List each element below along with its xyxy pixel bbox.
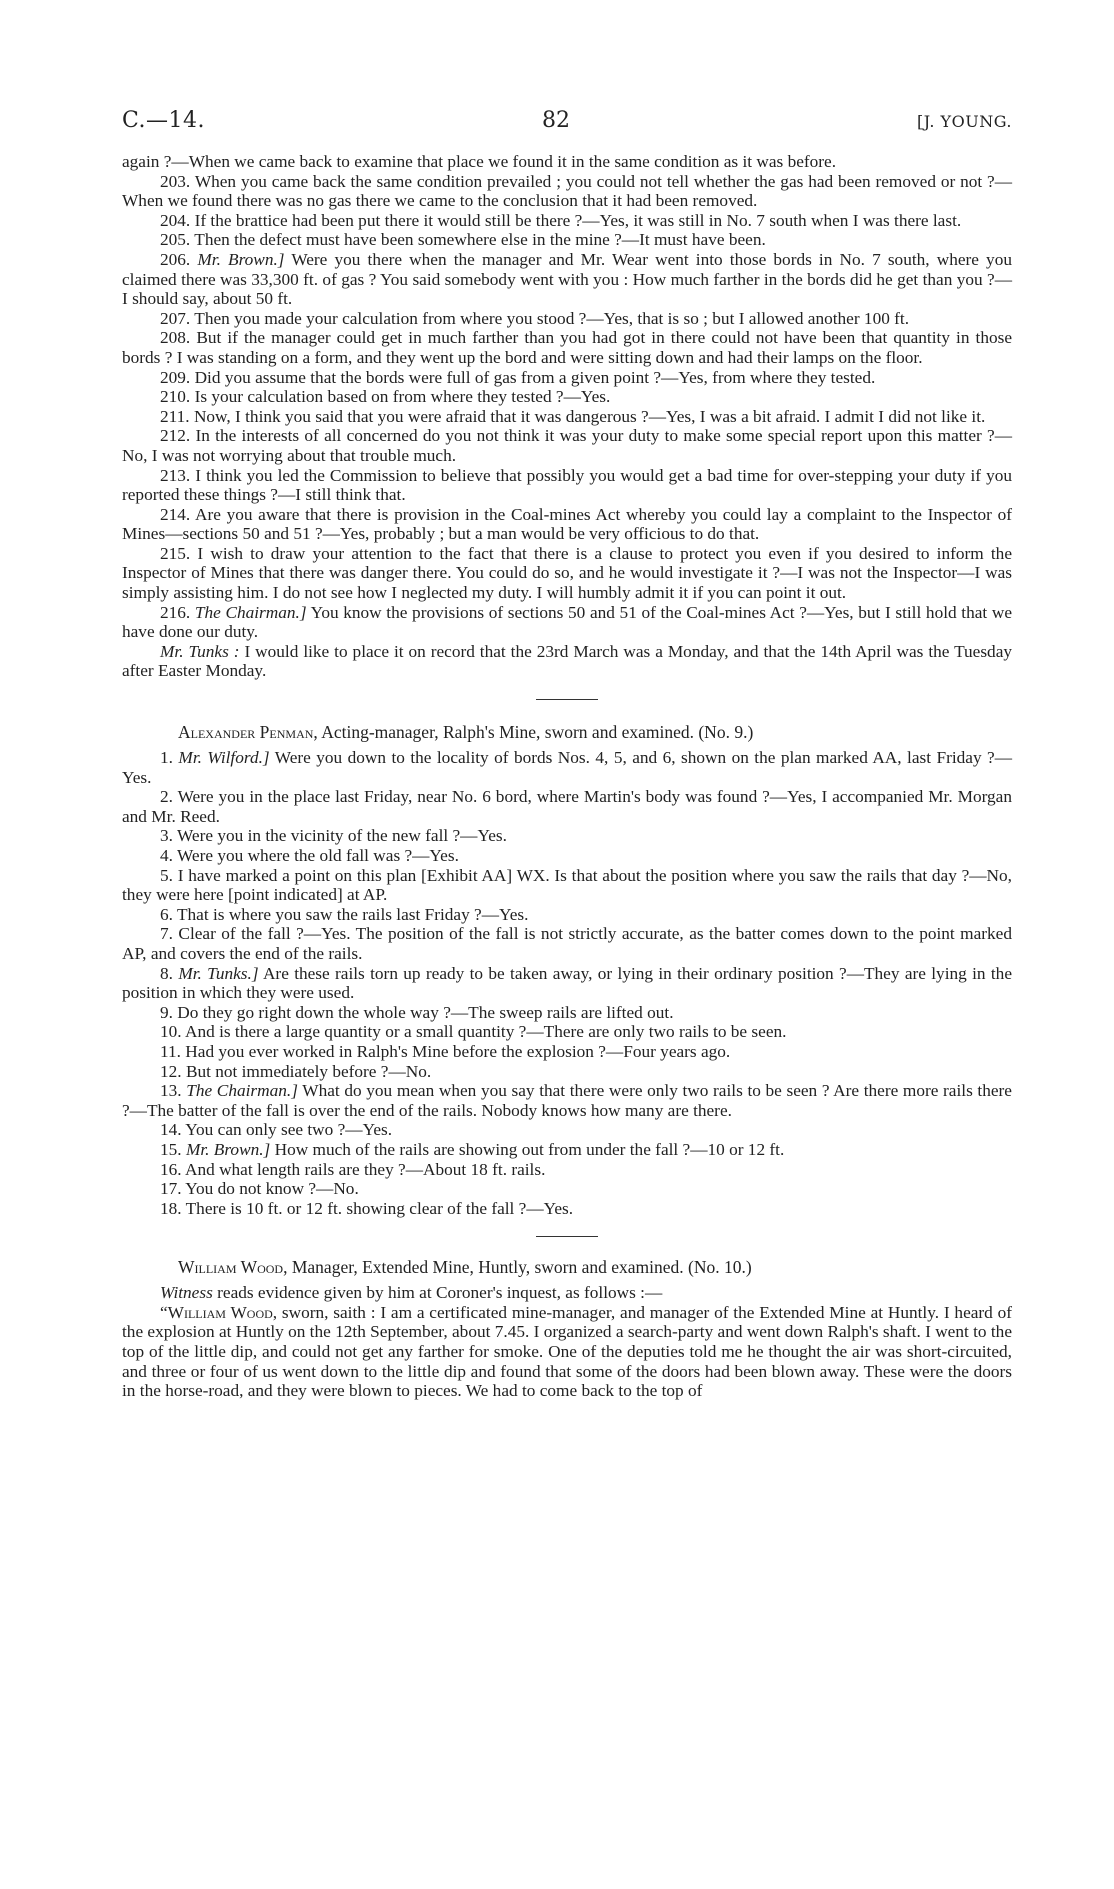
paragraph-text: sworn, saith : I am a certificated mine-manager, and manager of the Extended Mine at Huntly. I heard of the explosion at Huntly on the 12th September, about 7.45. I organized a search-party and went down Ralph's shaft. I went to the top of the little dip, and could not get any farther for smoke. One of the deputies told me he thought the air was short-circuited, and three or four of us went down to the little dip and found that some of the doors had been blown away. These were the doors in the horse-road, and they were blown to pieces. We had to come back to the top of — [122, 1302, 1013, 1401]
witness-description: Manager, Extended Mine, Huntly, sworn and examined. (No. 10.) — [291, 1257, 752, 1278]
question-number: 211. — [160, 406, 190, 426]
paragraph — [122, 505, 1012, 544]
speaker-label: The Chairman.] — [194, 602, 307, 622]
paragraph-text: You know the provisions of sections 50 and 51 of the Coal-mines Act ?—Yes, but I still hold that we have done our duty. — [122, 602, 1012, 642]
question-number: 1. — [160, 748, 173, 768]
question-number: 14. — [160, 1120, 182, 1140]
paragraph-text: What do you mean when you say that there were only two rails to be seen ? Are there more rails there ?—The batter of the fall is over the end of the rails. Nobody knows how many are there. — [122, 1081, 1012, 1120]
paragraph-text: Had you ever worked in Ralph's Mine before the explosion ?—Four years ago. — [185, 1041, 731, 1061]
paragraph-text: I have marked a point on this plan [Exhibit AA] WX. Is that about the position where you saw the rails that day ?—No, they were here [point indicated] at AP. — [122, 865, 1012, 905]
question-number: 205. — [160, 230, 191, 250]
young-evidence-continued — [122, 152, 1012, 681]
witness-label: Witness — [160, 1283, 213, 1303]
document-reference: C.—14. — [122, 108, 206, 133]
paragraph — [122, 172, 1012, 211]
paragraph — [122, 407, 1012, 427]
paragraph — [122, 466, 1012, 505]
paragraph-text: Were you where the old fall was ?—Yes. — [176, 846, 459, 865]
paragraph — [122, 1062, 1012, 1082]
paragraph-text: Did you assume that the bords were full of gas from a given point ?—Yes, from where they tested. — [194, 367, 876, 387]
document-page — [122, 108, 1012, 1401]
speaker-label: Mr. Tunks.] — [178, 963, 259, 983]
paragraph — [122, 328, 1012, 367]
question-number: 213. — [160, 465, 191, 485]
paragraph — [122, 846, 1012, 866]
question-number: 209. — [160, 367, 191, 387]
question-number: 2. — [160, 787, 173, 807]
witness-name: Alexander Penman, — [178, 722, 318, 743]
paragraph-text: Then the defect must have been somewhere else in the mine ?—It must have been. — [194, 230, 766, 250]
question-number: 12. — [160, 1061, 182, 1081]
paragraph-text: I wish to draw your attention to the fact that there is a clause to protect you even if you desired to inform the Inspector of Mines that there was danger there. You could do so, and he would investigate it ?—I was not the Inspector—I was simply assisting him. I do not see how I neglected my duty. I will humbly admit it if you can point it out. — [122, 543, 1012, 603]
speaker-label: Mr. Brown.] — [197, 249, 285, 269]
paragraph — [122, 603, 1012, 642]
paragraph — [122, 152, 1012, 172]
question-number: 17. — [160, 1179, 182, 1199]
question-number: 18. — [160, 1198, 182, 1218]
paragraph-text: Were you in the vicinity of the new fall ?—Yes. — [176, 826, 507, 846]
paragraph — [122, 1022, 1012, 1042]
question-number: 8. — [160, 963, 173, 983]
paragraph — [122, 1160, 1012, 1180]
page-number: 82 — [542, 108, 570, 133]
paragraph — [122, 748, 1012, 787]
paragraph — [122, 1283, 1012, 1303]
paragraph-text: How much of the rails are showing out from under the fall ?—10 or 12 ft. — [274, 1139, 785, 1159]
paragraph — [122, 1003, 1012, 1023]
paragraph — [122, 826, 1012, 846]
wood-evidence — [122, 1283, 1012, 1401]
paragraph-text: I would like to place it on record that the 23rd March was a Monday, and that the 14th April was the Tuesday after Easter Monday. — [122, 641, 1012, 681]
witness-running-head: [J. YOUNG. — [916, 112, 1012, 131]
question-number: 215. — [160, 543, 191, 563]
paragraph-text: Are you aware that there is provision in the Coal-mines Act whereby you could lay a complaint to the Inspector of Mines—sections 50 and 51 ?—Yes, probably ; but a man would be very officious to do that. — [122, 504, 1012, 544]
question-number: 4. — [160, 846, 173, 865]
question-number: 216. — [160, 602, 191, 622]
paragraph — [122, 368, 1012, 388]
paragraph-text: Is your calculation based on from where they tested ?—Yes. — [194, 387, 611, 407]
question-number: 214. — [160, 504, 191, 524]
paragraph-text: Were you there when the manager and Mr. Wear went into those bords in No. 7 south, where you claimed there was 33,300 ft. of gas ? You said somebody went with you : How much farther in the bords did he get than you ?—I should say, about 50 ft. — [122, 249, 1012, 309]
paragraph — [122, 1081, 1012, 1120]
question-number: 212. — [160, 426, 191, 446]
wood-heading — [122, 1257, 1012, 1277]
penman-heading — [122, 722, 1012, 742]
speaker-label: The Chairman.] — [186, 1081, 298, 1101]
paragraph-text: In the interests of all concerned do you not think it was your duty to make some special report upon this matter ?—No, I was not worrying about that trouble much. — [122, 426, 1012, 465]
paragraph-text: reads evidence given by him at Coroner's inquest, as follows :— — [217, 1283, 663, 1303]
paragraph — [122, 905, 1012, 925]
penman-evidence — [122, 748, 1012, 1218]
question-number: 204. — [160, 210, 191, 230]
paragraph — [122, 1179, 1012, 1199]
paragraph — [122, 924, 1012, 963]
paragraph-text: If the brattice had been put there it would still be there ?—Yes, it was still in No. 7 south when I was there last. — [194, 210, 962, 230]
speaker-label: Mr. Brown.] — [185, 1139, 271, 1159]
paragraph — [122, 387, 1012, 407]
question-number: 16. — [160, 1159, 182, 1179]
page-header — [122, 108, 1012, 152]
paragraph-text: Are these rails torn up ready to be taken away, or lying in their ordinary position ?—They are lying in the position in which they were used. — [122, 963, 1012, 1003]
question-number: 6. — [160, 904, 173, 924]
paragraph-text: Now, I think you said that you were afraid that it was dangerous ?—Yes, I was a bit afraid. I admit I did not like it. — [193, 406, 986, 426]
paragraph-text: When you came back the same condition prevailed ; you could not tell whether the gas had been removed or not ?—When we found there was no gas there we came to the conclusion that it had been removed. — [122, 171, 1012, 211]
question-number: 7. — [160, 924, 173, 944]
paragraph — [122, 787, 1012, 826]
paragraph — [122, 866, 1012, 905]
paragraph — [122, 1120, 1012, 1140]
question-number: 9. — [160, 1002, 173, 1022]
witness-description: Acting-manager, Ralph's Mine, sworn and examined. (No. 9.) — [321, 722, 754, 743]
question-number: 206. — [160, 249, 191, 269]
paragraph-text: Then you made your calculation from where you stood ?—Yes, that is so ; but I allowed another 100 ft. — [194, 308, 910, 328]
question-number: 10. — [160, 1022, 182, 1042]
section-divider — [536, 1236, 598, 1237]
speaker-label: Mr. Tunks : — [160, 641, 240, 661]
paragraph — [122, 1199, 1012, 1219]
paragraph-text: Do they go right down the whole way ?—The sweep rails are lifted out. — [177, 1002, 674, 1022]
paragraph — [122, 1303, 1012, 1401]
paragraph — [122, 964, 1012, 1003]
section-divider — [536, 699, 598, 700]
paragraph-text: You can only see two ?—Yes. — [185, 1120, 393, 1140]
paragraph-text: But not immediately before ?—No. — [185, 1061, 432, 1081]
paragraph — [122, 1140, 1012, 1160]
question-number: 208. — [160, 328, 191, 348]
paragraph — [122, 230, 1012, 250]
paragraph-text: That is where you saw the rails last Friday ?—Yes. — [176, 904, 529, 924]
paragraph-text: Were you down to the locality of bords Nos. 4, 5, and 6, shown on the plan marked AA, last Friday ?—Yes. — [122, 748, 1012, 787]
paragraph — [122, 250, 1012, 309]
paragraph — [122, 426, 1012, 465]
paragraph-text: There is 10 ft. or 12 ft. showing clear of the fall ?—Yes. — [185, 1198, 574, 1218]
paragraph — [122, 544, 1012, 603]
question-number: 5. — [160, 865, 173, 885]
paragraph — [122, 309, 1012, 329]
speaker-label: Mr. Wilford.] — [178, 748, 270, 768]
question-number: 15. — [160, 1139, 182, 1159]
question-number: 210. — [160, 387, 191, 407]
paragraph-text: And is there a large quantity or a small quantity ?—There are only two rails to be seen. — [184, 1022, 787, 1042]
question-number: 207. — [160, 308, 191, 328]
paragraph-text: But if the manager could get in much farther than you had got in there could not have been that quantity in those bords ? I was standing on a form, and they went up the bord and were sitting down and had their lamps on the floor. — [122, 328, 1012, 367]
paragraph — [122, 211, 1012, 231]
witness-name: William Wood, — [178, 1257, 288, 1278]
paragraph — [122, 642, 1012, 681]
deponent-name: William Wood, — [167, 1302, 278, 1322]
paragraph-text: Clear of the fall ?—Yes. The position of the fall is not strictly accurate, as the batter comes down to the point marked AP, and covers the end of the rails. — [122, 924, 1012, 963]
paragraph-text: I think you led the Commission to believe that possibly you would get a bad time for over-stepping your duty if you reported these things ?—I still think that. — [122, 465, 1012, 505]
paragraph-text: again ?—When we came back to examine that place we found it in the same condition as it was before. — [122, 152, 837, 171]
paragraph-text: Were you in the place last Friday, near No. 6 bord, where Martin's body was found ?—Yes, I accompanied Mr. Morgan and Mr. Reed. — [122, 787, 1012, 826]
question-number: 203. — [160, 171, 191, 191]
question-number: 11. — [160, 1041, 181, 1061]
quote-mark: “ — [160, 1302, 168, 1322]
question-number: 3. — [160, 826, 173, 846]
paragraph-text: And what length rails are they ?—About 18 ft. rails. — [184, 1159, 546, 1179]
question-number: 13. — [160, 1081, 182, 1101]
paragraph — [122, 1042, 1012, 1062]
paragraph-text: You do not know ?—No. — [185, 1179, 359, 1199]
